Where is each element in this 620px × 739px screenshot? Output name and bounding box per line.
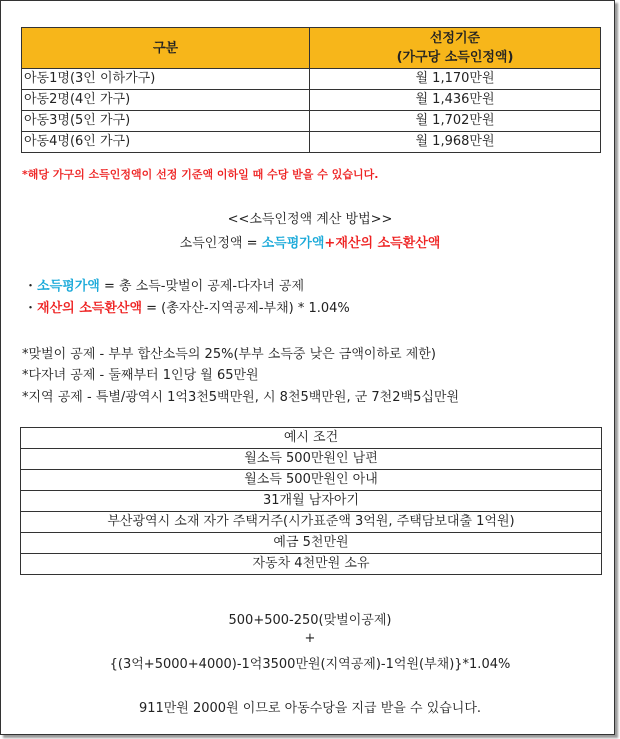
example-row xyxy=(21,533,602,554)
example-row xyxy=(21,449,602,470)
bullet-income xyxy=(24,275,304,294)
criteria-row xyxy=(22,132,601,153)
criteria-col2-header-line1: 선정기준 xyxy=(429,31,481,46)
bullet-asset-desc: = (총자산-지역공제-부채) * 1.04% xyxy=(142,301,350,316)
criteria-col2-header-line2: (가구당 소득인정액) xyxy=(396,50,514,65)
example-table xyxy=(20,427,602,575)
formula-plus: + xyxy=(324,236,336,251)
example-condition: 31개월 남자아기 xyxy=(21,491,602,512)
example-condition: 예금 5천만원 xyxy=(21,533,602,554)
result-line-2: + xyxy=(304,631,316,646)
example-header: 예시 조건 xyxy=(21,428,602,449)
formula-asset-term: 재산의 소득환산액 xyxy=(335,236,441,251)
criteria-row-label: 아동3명(5인 가구) xyxy=(22,111,310,132)
example-condition: 월소득 500만원인 아내 xyxy=(21,470,602,491)
bullet-asset xyxy=(24,297,350,316)
bullet-income-term: 소득평가액 xyxy=(37,279,100,294)
result-conclusion: 911만원 2000원 이므로 아동수당을 지급 받을 수 있습니다. xyxy=(138,701,482,716)
formula-prefix: 소득인정액 = xyxy=(179,236,262,251)
criteria-row xyxy=(22,111,601,132)
calc-title: <<소득인정액 계산 방법>> xyxy=(227,212,393,227)
criteria-footnote: *해당 가구의 소득인정액이 선정 기준액 이하일 때 수당 받을 수 있습니다. xyxy=(22,168,379,181)
bullet-asset-term: 재산의 소득환산액 xyxy=(37,301,143,316)
criteria-row-label: 아동2명(4인 가구) xyxy=(22,90,310,111)
example-header-row xyxy=(21,428,602,449)
deduction-line: *맞벌이 공제 - 부부 합산소득의 25%(부부 소득중 낮은 금액이하로 제한) xyxy=(22,347,436,362)
example-condition: 부산광역시 소재 자가 주택거주(시가표준액 3억원, 주택담보대출 1억원) xyxy=(21,512,602,533)
criteria-row-value: 월 1,702만원 xyxy=(310,111,601,132)
deduction-line: *다자녀 공제 - 둘째부터 1인당 월 65만원 xyxy=(22,368,259,383)
bullet-mark: ・ xyxy=(24,279,38,294)
example-row xyxy=(21,470,602,491)
formula-income-term: 소득평가액 xyxy=(261,236,325,251)
criteria-col2-header xyxy=(310,28,601,69)
criteria-col1-header: 구분 xyxy=(22,28,310,69)
result-line-3: {(3억+5000+4000)-1억3500만원(지역공제)-1억원(부채)}*1.04% xyxy=(109,657,511,672)
criteria-row-label: 아동1명(3인 이하가구) xyxy=(22,69,310,90)
result-line-1: 500+500-250(맞벌이공제) xyxy=(228,613,392,628)
example-condition: 월소득 500만원인 남편 xyxy=(21,449,602,470)
bullet-income-desc: = 총 소득-맞벌이 공제-다자녀 공제 xyxy=(99,279,305,294)
criteria-row-value: 월 1,170만원 xyxy=(310,69,601,90)
criteria-row-label: 아동4명(6인 가구) xyxy=(22,132,310,153)
criteria-row-value: 월 1,436만원 xyxy=(310,90,601,111)
example-row xyxy=(21,491,602,512)
bullet-mark: ・ xyxy=(24,301,38,316)
example-row xyxy=(21,554,602,575)
criteria-row xyxy=(22,69,601,90)
criteria-row xyxy=(22,90,601,111)
criteria-header-row xyxy=(22,28,601,69)
example-row xyxy=(21,512,602,533)
calc-formula xyxy=(0,232,620,251)
criteria-table xyxy=(21,27,601,153)
criteria-row-value: 월 1,968만원 xyxy=(310,132,601,153)
example-condition: 자동차 4천만원 소유 xyxy=(21,554,602,575)
deduction-line: *지역 공제 - 특별/광역시 1억3천5백만원, 시 8천5백만원, 군 7천2백5십만원 xyxy=(22,390,460,405)
